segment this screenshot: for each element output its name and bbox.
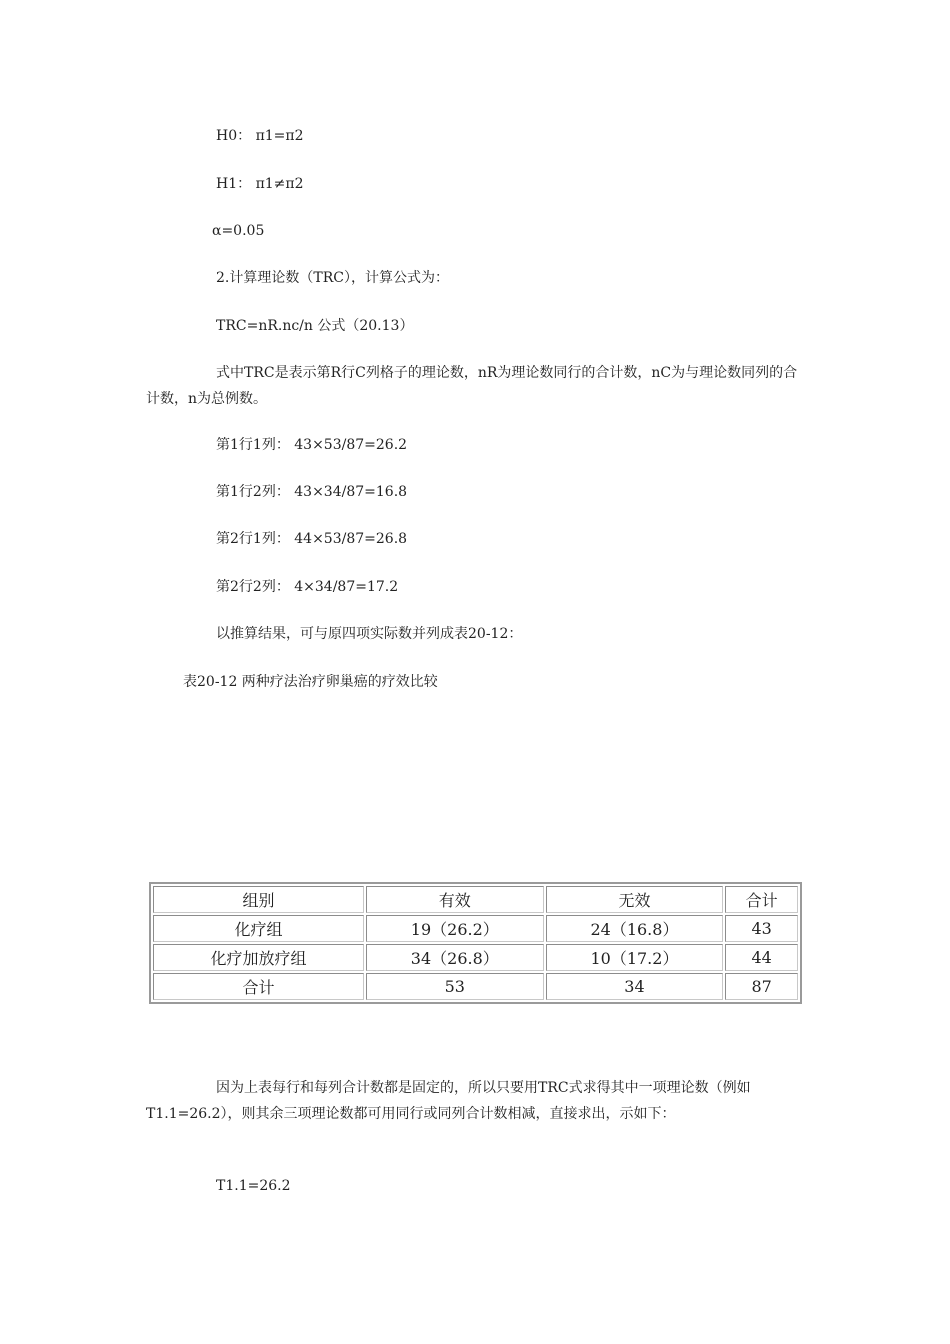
table-cell: 24（16.8） bbox=[546, 915, 724, 942]
table-cell: 43 bbox=[725, 915, 798, 942]
table-cell: 34（26.8） bbox=[366, 944, 544, 971]
closing-paragraph: 因为上表每行和每列合计数都是固定的，所以只要用TRC式求得其中一项理论数（例如T1.1=26.2），则其余三项理论数都可用同行或同列合计数相减，直接求出，示如下： bbox=[146, 1080, 751, 1122]
calculation-line: 第2行2列： 4×34/87=17.2 bbox=[216, 579, 399, 595]
table-row bbox=[153, 944, 798, 971]
table-cell: 19（26.2） bbox=[366, 915, 544, 942]
table-total-row bbox=[153, 973, 798, 1000]
table-row bbox=[153, 915, 798, 942]
formula: TRC=nR.nc/n 公式（20.13） bbox=[216, 318, 414, 334]
efficacy-table bbox=[149, 882, 802, 1004]
table-header-row bbox=[153, 886, 798, 913]
final-line: T1.1=26.2 bbox=[216, 1178, 291, 1194]
table-caption: 表20-12 两种疗法治疗卵巢癌的疗效比较 bbox=[183, 674, 438, 690]
calculation-line: 第2行1列： 44×53/87=26.8 bbox=[216, 531, 408, 547]
calculation-line: 第1行1列： 43×53/87=26.2 bbox=[216, 437, 408, 453]
formula-explanation: 式中TRC是表示第R行C列格子的理论数，nR为理论数同行的合计数，nC为与理论数同列的合计数，n为总例数。 bbox=[146, 365, 798, 407]
table-cell: 34 bbox=[546, 973, 724, 1000]
table-intro: 以推算结果，可与原四项实际数并列成表20-12： bbox=[216, 626, 523, 642]
header-cell: 无效 bbox=[546, 886, 724, 913]
calculation-line: 第1行2列： 43×34/87=16.8 bbox=[216, 484, 408, 500]
header-cell: 合计 bbox=[725, 886, 798, 913]
table-cell: 10（17.2） bbox=[546, 944, 724, 971]
table-cell: 44 bbox=[725, 944, 798, 971]
significance-level: α=0.05 bbox=[212, 223, 265, 239]
table-cell: 合计 bbox=[153, 973, 364, 1000]
hypothesis-h1: H1： π1≠π2 bbox=[216, 176, 304, 192]
header-cell: 组别 bbox=[153, 886, 364, 913]
table-cell: 87 bbox=[725, 973, 798, 1000]
header-cell: 有效 bbox=[366, 886, 544, 913]
table-cell: 化疗加放疗组 bbox=[153, 944, 364, 971]
step-heading: 2.计算理论数（TRC），计算公式为： bbox=[216, 270, 449, 286]
table-cell: 化疗组 bbox=[153, 915, 364, 942]
hypothesis-h0: H0： π1=π2 bbox=[216, 128, 304, 144]
table-cell: 53 bbox=[366, 973, 544, 1000]
